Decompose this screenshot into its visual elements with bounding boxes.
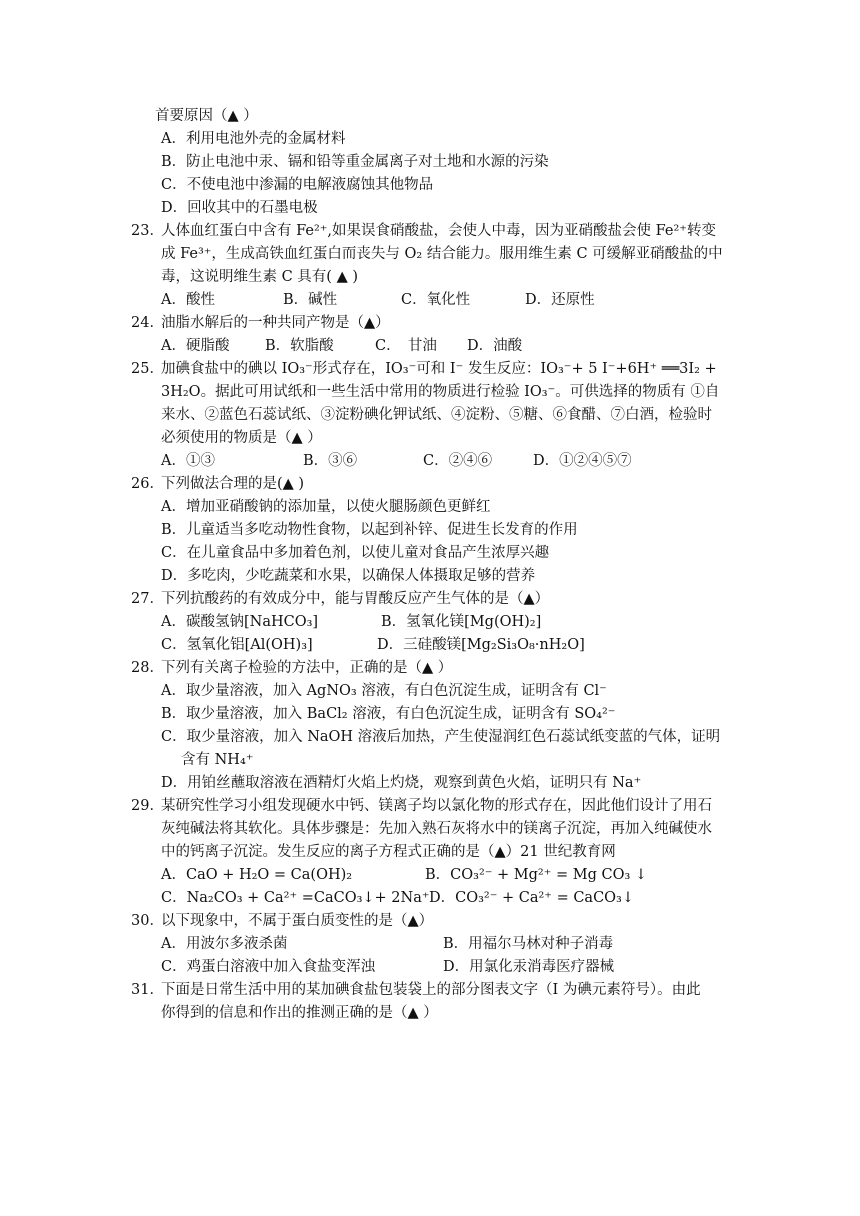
question-stem-line: 灰纯碱法将其软化。具体步骤是：先加入熟石灰将水中的镁离子沉淀，再加入纯碱使水 [161,821,712,837]
option-b: B．③⑥ [303,453,358,469]
q22-option-b: B．防止电池中汞、镉和铅等重金属离子对土地和水源的污染 [161,154,549,170]
q22-stem-tail: 首要原因（▲ ） [155,108,258,124]
q22-option-c: C．不使电池中渗漏的电解液腐蚀其他物品 [161,177,434,193]
question-stem-line: 中的钙离子沉淀。发生反应的离子方程式正确的是（▲）21 世纪教育网 [161,844,616,860]
option-a: A．取少量溶液，加入 AgNO₃ 溶液，有白色沉淀生成，证明含有 Cl⁻ [161,683,607,699]
question-number: 29． [131,798,164,814]
option-c: C．鸡蛋白溶液中加入食盐变浑浊 [161,959,376,975]
question-26 [131,474,304,494]
question-number: 30． [131,913,164,929]
option-c: C．氢氧化铝[Al(OH)₃] [161,637,313,653]
question-stem: 下面是日常生活中用的某加碘食盐包装袋上的部分图表文字（I 为碘元素符号）。由此 [161,982,701,998]
question-stem: 油脂水解后的一种共同产物是（▲） [161,315,390,331]
option-a: A．用波尔多液杀菌 [161,936,288,952]
option-a: A．CaO + H₂O = Ca(OH)₂ [161,867,353,883]
option-d: D．CO₃²⁻ + Ca²⁺ = CaCO₃↓ [429,890,635,906]
option-b: B．碱性 [283,292,338,308]
question-stem-line: 来水、②蓝色石蕊试纸、③淀粉碘化钾试纸、④淀粉、⑤糖、⑥食醋、⑦白酒，检验时 [161,407,712,423]
option-b: B．CO₃²⁻ + Mg²⁺ = Mg CO₃ ↓ [425,867,648,883]
option-d: D．①②④⑤⑦ [533,453,632,469]
option-d: D．用氯化汞消毒医疗器械 [443,959,615,975]
option-c: C．氧化性 [401,292,471,308]
option-c: C．②④⑥ [423,453,493,469]
question-29 [131,796,712,816]
option-a: A．碳酸氢钠[NaHCO₃] [161,614,319,630]
option-c: C．取少量溶液，加入 NaOH 溶液后加热，产生使湿润红色石蕊试纸变蓝的气体，证明 [161,729,721,745]
option-c: C． 甘油 [375,338,437,354]
question-number: 24． [131,315,164,331]
question-stem: 下列抗酸药的有效成分中，能与胃酸反应产生气体的是（▲） [161,591,550,607]
question-number: 25． [131,361,164,377]
question-stem: 加碘食盐中的碘以 IO₃⁻形式存在，IO₃⁻可和 I⁻ 发生反应：IO₃⁻+ 5 I⁻+6H⁺ ══3I₂ + [161,361,717,377]
option-d: D．用铂丝蘸取溶液在酒精灯火焰上灼烧，观察到黄色火焰，证明只有 Na⁺ [161,775,642,791]
question-stem-line: 必须使用的物质是（▲ ） [161,430,322,446]
question-stem: 以下现象中，不属于蛋白质变性的是（▲） [161,913,434,929]
question-stem-line: 3H₂O。据此可用试纸和一些生活中常用的物质进行检验 IO₃⁻。可供选择的物质有 ①自 [161,384,720,400]
q22-option-d: D．回收其中的石墨电极 [161,200,318,216]
question-stem: 下列做法合理的是(▲ ) [161,476,305,492]
question-25 [131,359,717,379]
q22-option-a: A．利用电池外壳的金属材料 [161,131,346,147]
option-b: B．儿童适当多吃动物性食物，以起到补锌、促进生长发育的作用 [161,522,578,538]
question-number: 27． [131,591,164,607]
question-number: 23． [131,223,164,239]
question-number: 26． [131,476,164,492]
option-a: A．酸性 [161,292,215,308]
option-a: A．硬脂酸 [161,338,230,354]
question-stem-line: 毒，这说明维生素 C 具有( ▲ ) [161,269,358,285]
option-b: B．用福尔马林对种子消毒 [443,936,614,952]
question-28 [131,658,452,678]
question-31 [131,980,701,1000]
option-b: B．取少量溶液，加入 BaCl₂ 溶液，有白色沉淀生成，证明含有 SO₄²⁻ [161,706,616,722]
question-stem-line: 成 Fe³⁺，生成高铁血红蛋白而丧失与 O₂ 结合能力。服用维生素 C 可缓解亚硝酸盐的中 [161,246,723,262]
question-23 [131,221,716,241]
option-c: C．在儿童食品中多加着色剂，以使儿童对食品产生浓厚兴趣 [161,545,550,561]
question-stem-line: 你得到的信息和作出的推测正确的是（▲ ） [161,1005,438,1021]
option-a: A．增加亚硝酸钠的添加量，以使火腿肠颜色更鲜红 [161,499,491,515]
option-b: B．软脂酸 [265,338,334,354]
question-30 [131,911,433,931]
question-stem: 下列有关离子检验的方法中，正确的是（▲ ） [161,660,453,676]
option-d: D．油酸 [467,338,523,354]
question-stem: 人体血红蛋白中含有 Fe²⁺,如果误食硝酸盐，会使人中毒，因为亚硝酸盐会使 Fe²⁺转变 [161,223,716,239]
question-number: 31． [131,982,164,998]
question-27 [131,589,549,609]
option-d: D．还原性 [525,292,595,308]
question-stem: 某研究性学习小组发现硬水中钙、镁离子均以氯化物的形式存在，因此他们设计了用石 [161,798,712,814]
option-c: C．Na₂CO₃ + Ca²⁺ =CaCO₃↓+ 2Na⁺ [161,890,430,906]
option-b: B．氢氧化镁[Mg(OH)₂] [381,614,542,630]
option-a: A．①③ [161,453,215,469]
option-d: D．多吃肉，少吃蔬菜和水果，以确保人体摄取足够的营养 [161,568,536,584]
question-24 [131,313,390,333]
option-d: D．三硅酸镁[Mg₂Si₃O₈·nH₂O] [377,637,585,653]
option-c-continued: 含有 NH₄⁺ [181,752,254,768]
question-number: 28． [131,660,164,676]
